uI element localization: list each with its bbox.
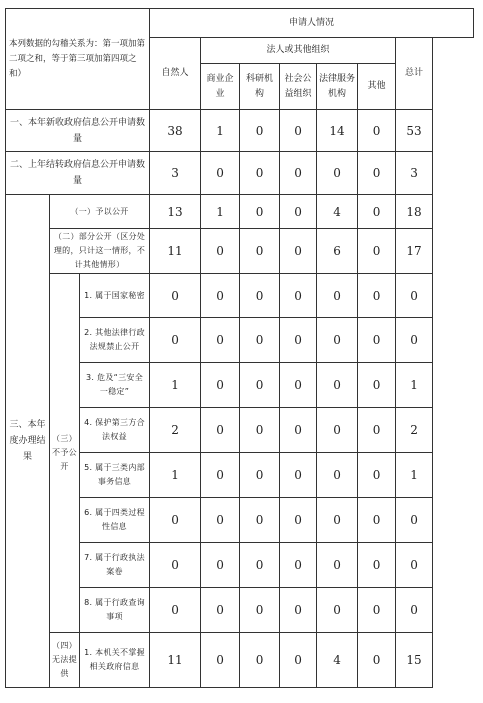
table-cell: 0 — [317, 408, 358, 453]
table-cell: 17 — [396, 229, 433, 274]
table-cell: 53 — [396, 110, 433, 152]
table-row-new-requests — [6, 110, 474, 152]
table-cell: 0 — [240, 543, 280, 588]
table-cell: 0 — [358, 195, 396, 229]
section3-label: 三、本年度办理结果 — [6, 195, 50, 688]
row-label-cannot-provide: （四）无法提供 — [50, 633, 80, 688]
table-cell: 0 — [280, 274, 317, 318]
table-cell: 0 — [396, 318, 433, 363]
disclosure-statistics-table — [5, 8, 474, 688]
table-cell: 4 — [317, 633, 358, 688]
header-applicant-situation: 申请人情况 — [150, 9, 474, 38]
table-cell: 0 — [201, 229, 240, 274]
table-cell: 0 — [201, 152, 240, 195]
table-cell: 0 — [201, 588, 240, 633]
row-label-not-public-item: 6. 属于四类过程性信息 — [80, 498, 150, 543]
table-cell: 0 — [358, 408, 396, 453]
header-legal-service-org: 法律服务机构 — [317, 64, 358, 110]
table-cell: 1 — [396, 453, 433, 498]
table-cell: 4 — [317, 195, 358, 229]
header-total: 总计 — [396, 38, 433, 110]
table-cell: 0 — [240, 408, 280, 453]
table-cell: 0 — [280, 543, 317, 588]
table-cell: 0 — [201, 363, 240, 408]
table-cell: 0 — [150, 274, 201, 318]
table-cell: 11 — [150, 633, 201, 688]
table-cell: 0 — [396, 274, 433, 318]
table-cell: 0 — [317, 498, 358, 543]
table-cell: 0 — [317, 152, 358, 195]
table-row-not-public-1 — [6, 274, 474, 318]
table-row-carried-over — [6, 152, 474, 195]
table-cell: 1 — [201, 110, 240, 152]
row-label-new-requests: 一、本年新收政府信息公开申请数量 — [6, 110, 150, 152]
table-cell: 0 — [201, 453, 240, 498]
table-cell: 0 — [240, 318, 280, 363]
table-cell: 0 — [280, 318, 317, 363]
table-cell: 0 — [396, 588, 433, 633]
table-cell: 0 — [317, 543, 358, 588]
table-cell: 0 — [280, 453, 317, 498]
table-cell: 0 — [358, 633, 396, 688]
table-cell: 1 — [150, 363, 201, 408]
table-cell: 14 — [317, 110, 358, 152]
table-cell: 0 — [317, 274, 358, 318]
table-cell: 0 — [240, 588, 280, 633]
table-cell: 0 — [201, 543, 240, 588]
table-cell: 0 — [240, 498, 280, 543]
table-cell: 11 — [150, 229, 201, 274]
row-label-partial: （二）部分公开（区分处理的，只计这一情形，不计其他情形） — [50, 229, 150, 274]
header-other: 其他 — [358, 64, 396, 110]
table-cell: 0 — [280, 588, 317, 633]
table-row-cannot-provide-1 — [6, 633, 474, 688]
table-cell: 0 — [150, 543, 201, 588]
table-cell: 0 — [358, 363, 396, 408]
header-research-institution: 科研机构 — [240, 64, 280, 110]
table-cell: 0 — [150, 318, 201, 363]
table-cell: 18 — [396, 195, 433, 229]
table-cell: 0 — [280, 195, 317, 229]
table-cell: 0 — [280, 363, 317, 408]
row-label-cannot-provide-item: 1. 本机关不掌握相关政府信息 — [80, 633, 150, 688]
table-cell: 0 — [317, 453, 358, 498]
table-cell: 0 — [358, 453, 396, 498]
table-cell: 0 — [240, 633, 280, 688]
table-cell: 0 — [358, 498, 396, 543]
row-label-not-public: （三）不予公开 — [50, 274, 80, 633]
table-cell: 0 — [358, 274, 396, 318]
table-cell: 0 — [240, 152, 280, 195]
table-cell: 0 — [396, 498, 433, 543]
table-cell: 0 — [201, 498, 240, 543]
table-cell: 3 — [396, 152, 433, 195]
table-cell: 0 — [240, 453, 280, 498]
table-cell: 0 — [396, 543, 433, 588]
table-cell: 0 — [240, 229, 280, 274]
table-cell: 0 — [280, 110, 317, 152]
header-natural-person: 自然人 — [150, 38, 201, 110]
table-cell: 0 — [358, 110, 396, 152]
header-commercial-enterprise: 商业企业 — [201, 64, 240, 110]
table-cell: 0 — [240, 110, 280, 152]
table-cell: 0 — [358, 543, 396, 588]
table-cell: 2 — [150, 408, 201, 453]
table-row-partial — [6, 229, 474, 274]
table-cell: 0 — [201, 318, 240, 363]
report-table-container — [5, 8, 474, 688]
table-cell: 0 — [240, 363, 280, 408]
table-cell: 0 — [317, 318, 358, 363]
table-cell: 1 — [201, 195, 240, 229]
table-cell: 0 — [150, 498, 201, 543]
table-cell: 0 — [240, 195, 280, 229]
row-label-not-public-item: 2. 其他法律行政法规禁止公开 — [80, 318, 150, 363]
row-label-not-public-item: 1. 属于国家秘密 — [80, 274, 150, 318]
table-cell: 6 — [317, 229, 358, 274]
table-cell: 0 — [150, 588, 201, 633]
row-label-public: （一）予以公开 — [50, 195, 150, 229]
table-cell: 13 — [150, 195, 201, 229]
table-cell: 1 — [150, 453, 201, 498]
table-cell: 0 — [280, 633, 317, 688]
table-cell: 0 — [358, 152, 396, 195]
table-cell: 0 — [317, 363, 358, 408]
table-cell: 1 — [396, 363, 433, 408]
table-cell: 0 — [280, 152, 317, 195]
header-public-welfare-org: 社会公益组织 — [280, 64, 317, 110]
table-cell: 0 — [240, 274, 280, 318]
table-cell: 15 — [396, 633, 433, 688]
table-cell: 38 — [150, 110, 201, 152]
header-legal-group: 法人或其他组织 — [201, 38, 396, 64]
table-cell: 0 — [201, 274, 240, 318]
table-cell: 0 — [280, 229, 317, 274]
row-label-not-public-item: 7. 属于行政执法案卷 — [80, 543, 150, 588]
table-row-public — [6, 195, 474, 229]
header-row-1 — [6, 9, 474, 38]
row-label-not-public-item: 8. 属于行政查询事项 — [80, 588, 150, 633]
row-label-carried-over: 二、上年结转政府信息公开申请数量 — [6, 152, 150, 195]
table-cell: 0 — [358, 229, 396, 274]
table-cell: 2 — [396, 408, 433, 453]
table-cell: 0 — [358, 318, 396, 363]
table-cell: 0 — [201, 408, 240, 453]
row-label-not-public-item: 5. 属于三类内部事务信息 — [80, 453, 150, 498]
table-cell: 0 — [201, 633, 240, 688]
row-label-not-public-item: 3. 危及“三安全一稳定” — [80, 363, 150, 408]
table-cell: 0 — [358, 588, 396, 633]
table-cell: 0 — [280, 498, 317, 543]
header-description: 本列数据的勾稽关系为：第一项加第二项之和，等于第三项加第四项之和） — [6, 9, 150, 110]
table-cell: 3 — [150, 152, 201, 195]
row-label-not-public-item: 4. 保护第三方合法权益 — [80, 408, 150, 453]
table-cell: 0 — [280, 408, 317, 453]
table-cell: 0 — [317, 588, 358, 633]
